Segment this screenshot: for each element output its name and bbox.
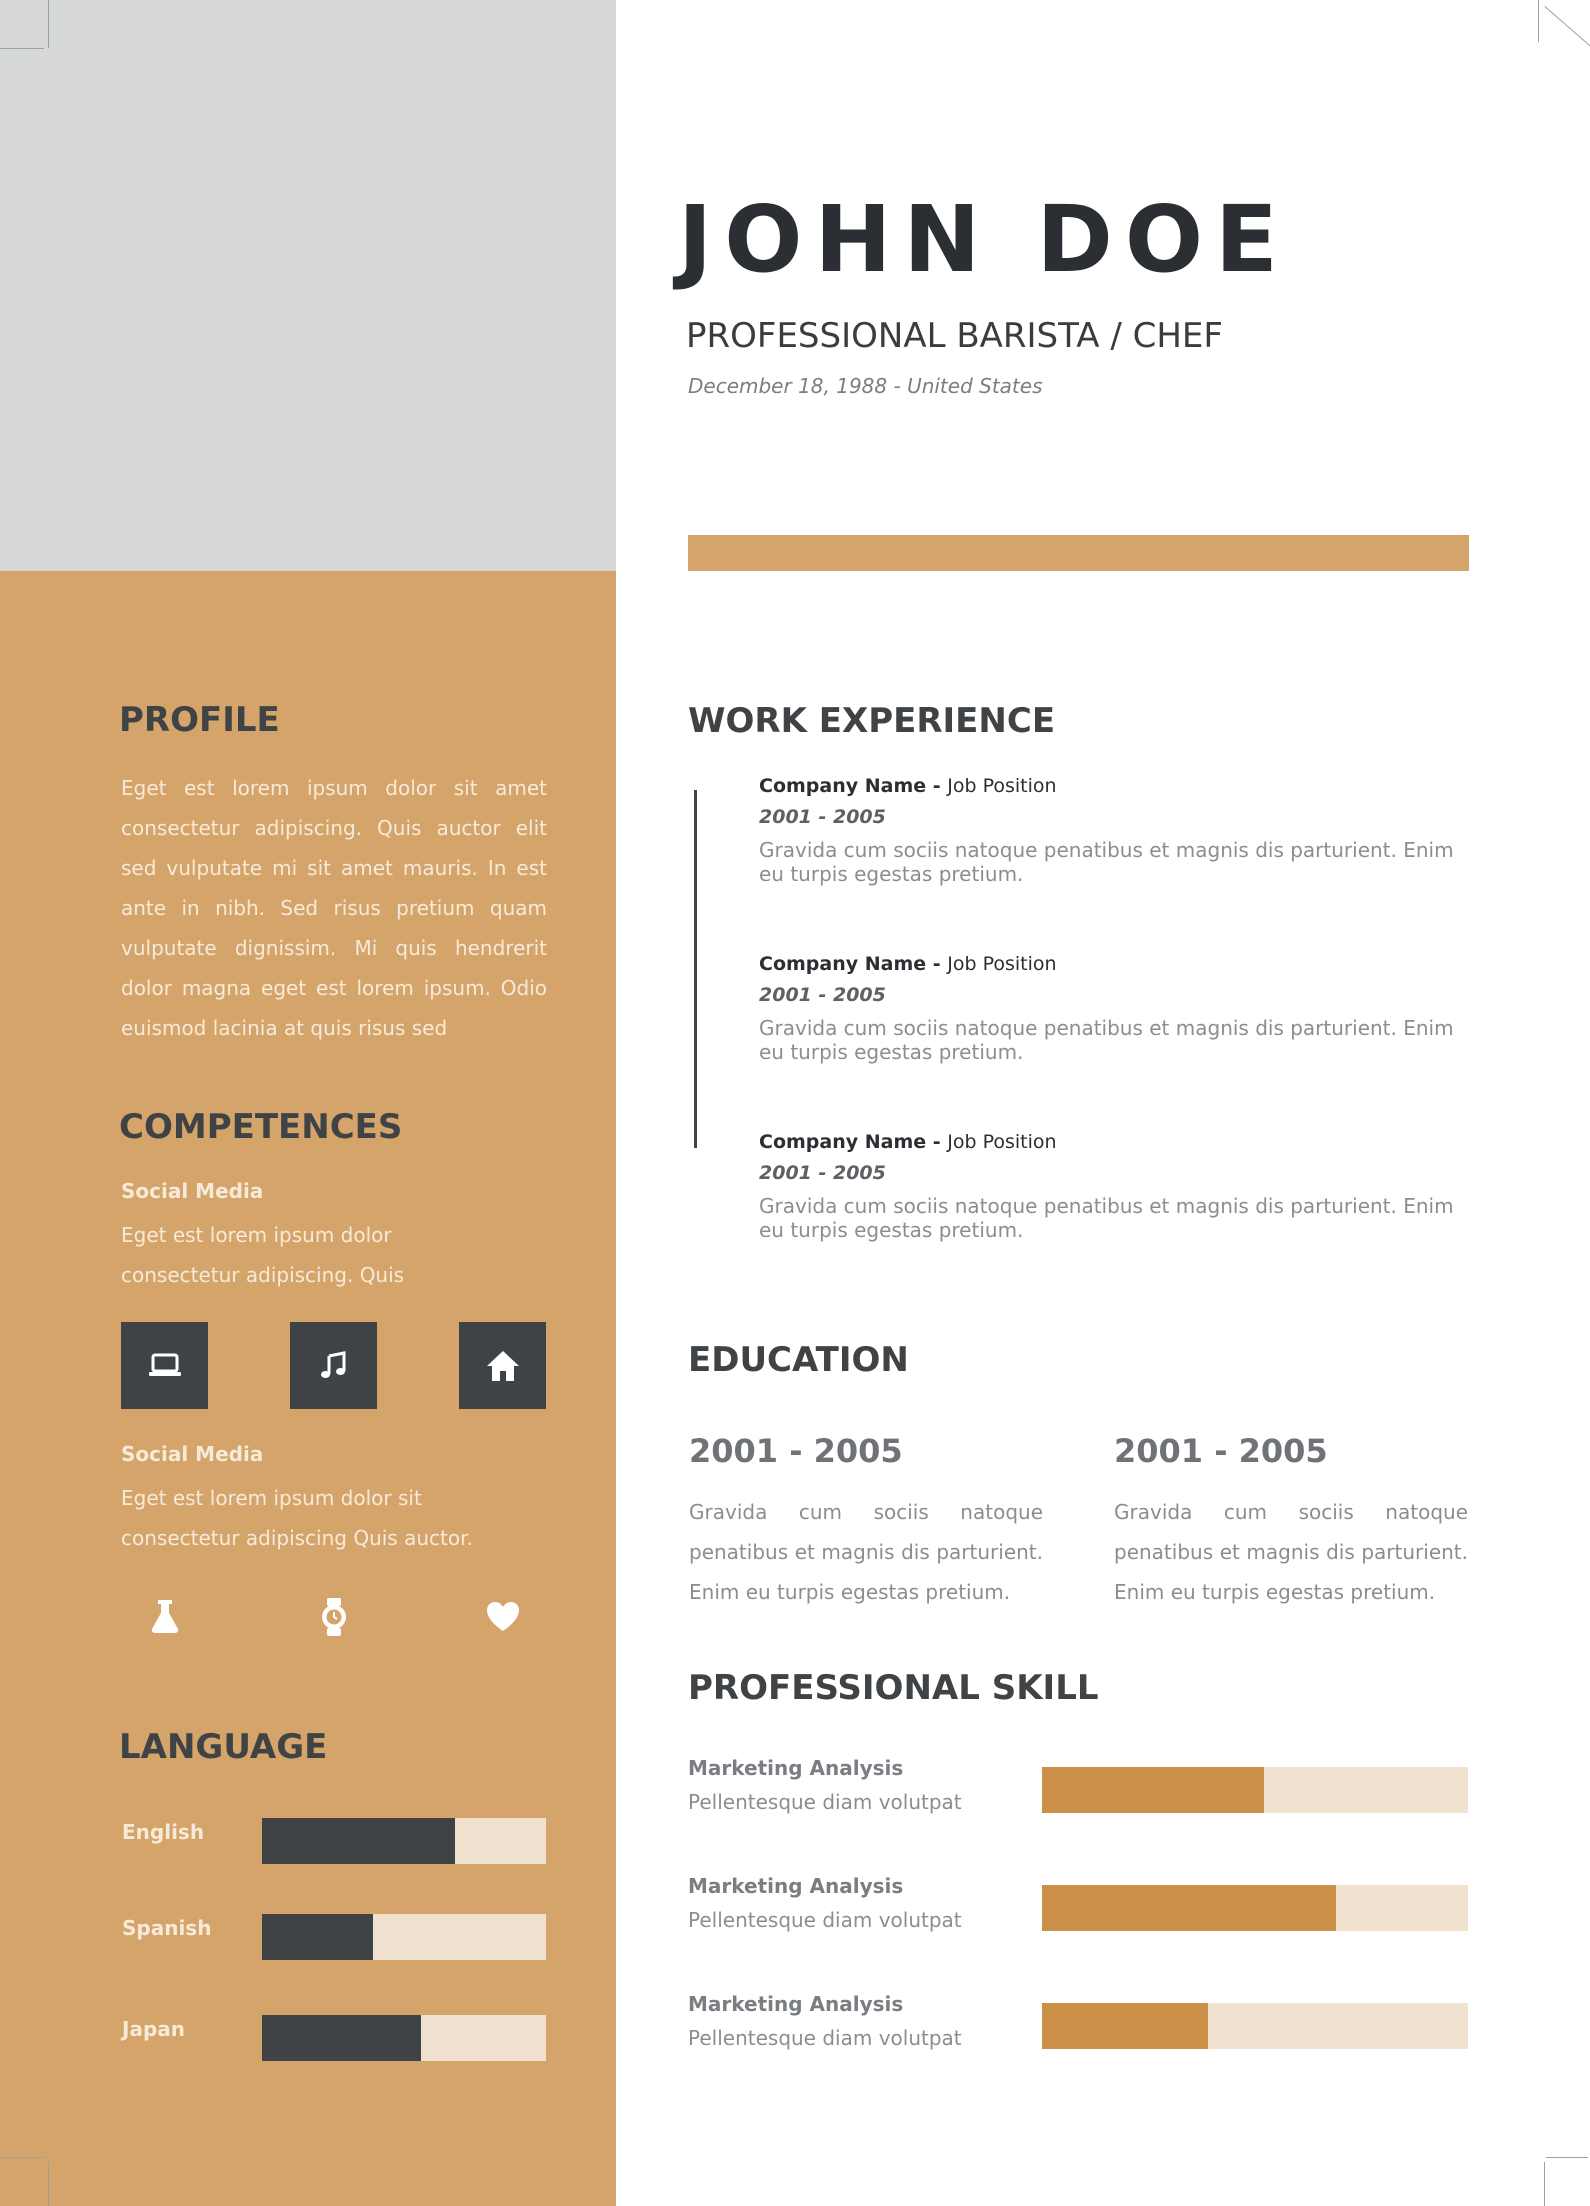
job-desc: Gravida cum sociis natoque penatibus et magnis dis parturient. Enim eu turpis egestas pretium. [759,838,1454,886]
language-row [0,2015,616,2061]
language-level-fill [262,1914,373,1960]
job-position: Job Position [947,775,1057,797]
skill-entry [688,1756,1468,1826]
skill-title: Marketing Analysis [688,1992,904,2016]
crop-mark-bottom-right [1546,2157,1588,2158]
skill-level-track [1042,1767,1468,1813]
flask-icon-wrap [145,1597,185,1637]
skill-level-fill [1042,2003,1208,2049]
competence-desc-line: consectetur adipiscing Quis auctor. [121,1526,473,1550]
skill-entry [688,1992,1468,2062]
job-header [759,775,1479,801]
education-entry [1114,1432,1468,1612]
language-row [0,1818,616,1864]
education-heading: EDUCATION [688,1340,909,1380]
laptop-icon [147,1351,183,1381]
education-desc: Gravida cum sociis natoque penatibus et magnis dis parturient. Enim eu turpis egestas pretium. [689,1500,1043,1604]
left-top-panel [0,0,616,571]
skill-entry [688,1874,1468,1944]
job-position: Job Position [947,953,1057,975]
home-icon [485,1349,521,1383]
watch-icon-wrap [314,1597,354,1637]
skill-desc: Pellentesque diam volutpat [688,1908,962,1932]
music-note-icon [318,1350,350,1382]
competence-title: Social Media [121,1179,264,1203]
competence-desc [121,1215,547,1295]
language-row [0,1914,616,1960]
job-title: PROFESSIONAL BARISTA / CHEF [686,316,1223,356]
job-entry [759,953,1479,1088]
home-icon-box [459,1322,546,1409]
language-label: Japan [122,2017,185,2041]
job-entry [759,1131,1479,1266]
crop-mark-top-left [0,48,44,49]
language-label: Spanish [122,1916,212,1940]
language-level-track [262,1914,546,1960]
education-desc: Gravida cum sociis natoque penatibus et magnis dis parturient. Enim eu turpis egestas pretium. [1114,1500,1468,1604]
job-position: Job Position [947,1131,1057,1153]
competence-desc-line: Eget est lorem ipsum dolor sit [121,1486,422,1510]
language-level-fill [262,2015,421,2061]
job-header [759,953,1479,979]
crop-mark-bottom-left [48,2162,49,2206]
crop-mark-top-left [48,0,49,48]
flask-icon [148,1599,182,1635]
job-company: Company Name - [759,775,948,797]
language-level-track [262,1818,546,1864]
competence-desc [121,1478,547,1558]
watch-icon [320,1598,348,1636]
job-desc: Gravida cum sociis natoque penatibus et magnis dis parturient. Enim eu turpis egestas pretium. [759,1016,1454,1064]
language-level-fill [262,1818,455,1864]
music-icon-box [290,1322,377,1409]
competence-desc-line: Eget est lorem ipsum dolor [121,1223,392,1247]
job-years: 2001 - 2005 [759,984,886,1006]
education-years: 2001 - 2005 [689,1432,903,1470]
skill-level-fill [1042,1767,1264,1813]
professional-skill-heading: PROFESSIONAL SKILL [688,1668,1099,1708]
profile-heading: PROFILE [119,700,280,740]
skill-desc: Pellentesque diam volutpat [688,1790,962,1814]
language-heading: LANGUAGE [119,1727,328,1767]
job-company: Company Name - [759,1131,948,1153]
education-entry [689,1432,1043,1612]
skill-level-fill [1042,1885,1336,1931]
job-entry [759,775,1479,910]
skill-level-track [1042,2003,1468,2049]
language-label: English [122,1820,205,1844]
skill-level-track [1042,1885,1468,1931]
skill-desc: Pellentesque diam volutpat [688,2026,962,2050]
crop-mark-top-right [1538,0,1539,42]
work-timeline [694,790,697,1148]
heart-icon-wrap [483,1597,523,1637]
skill-title: Marketing Analysis [688,1756,904,1780]
work-experience-heading: WORK EXPERIENCE [688,701,1056,741]
resume-name: JOHN DOE [678,186,1290,293]
language-level-track [262,2015,546,2061]
job-years: 2001 - 2005 [759,1162,886,1184]
job-years: 2001 - 2005 [759,806,886,828]
header-accent-bar [688,535,1469,571]
crop-mark-bottom-left [0,2157,44,2158]
competence-desc-line: consectetur adipiscing. Quis [121,1263,405,1287]
birth-info: December 18, 1988 - United States [688,374,1043,398]
job-header [759,1131,1479,1157]
skill-title: Marketing Analysis [688,1874,904,1898]
laptop-icon-box [121,1322,208,1409]
competence-title: Social Media [121,1442,264,1466]
job-desc: Gravida cum sociis natoque penatibus et magnis dis parturient. Enim eu turpis egestas pretium. [759,1194,1454,1242]
competences-heading: COMPETENCES [119,1107,403,1147]
education-years: 2001 - 2005 [1114,1432,1328,1470]
crop-mark-bottom-right [1544,2162,1545,2206]
heart-icon [486,1601,520,1633]
profile-text: Eget est lorem ipsum dolor sit amet consectetur adipiscing. Quis auctor elit sed vulputate mi sit amet mauris. In est ante in nibh. Sed risus pretium quam vulputate dignissim. Mi quis hendrerit dolor magna eget est lorem ipsum. Odio euismod lacinia at quis risus sed [121,776,547,1040]
job-company: Company Name - [759,953,948,975]
crop-mark-top-right [1544,6,1590,46]
